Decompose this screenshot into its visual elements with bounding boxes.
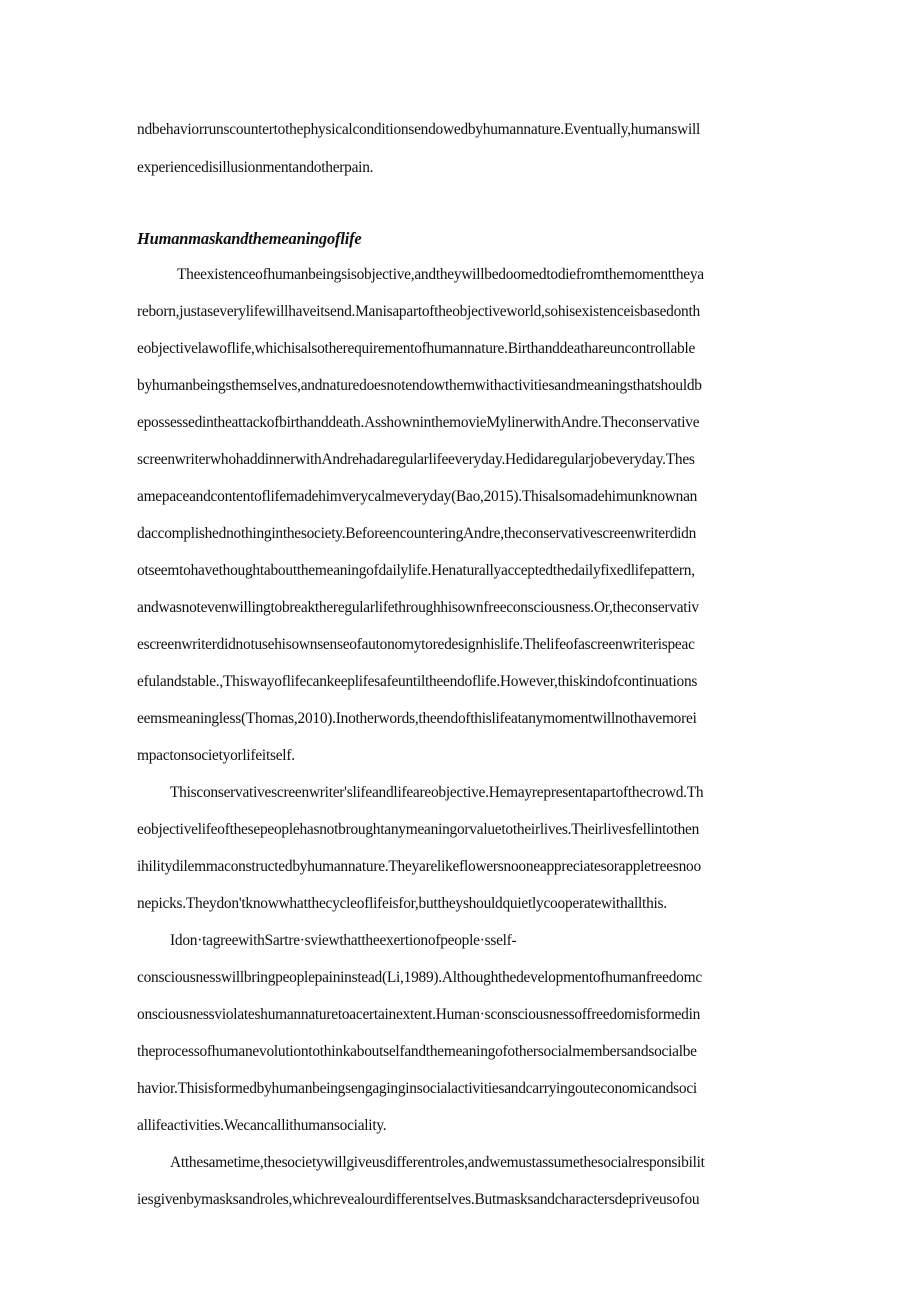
paragraph-line: eobjectivelawoflife,whichisalsotherequirementofhumannature.Birthanddeathareuncontrollable bbox=[137, 340, 696, 357]
paragraph-line: andwasnotevenwillingtobreaktheregularlifethroughhisownfreeconsciousness.Or,theconservativ bbox=[137, 599, 699, 616]
paragraph-line: nepicks.Theydon'tknowwhatthecycleoflifeisfor,buttheyshouldquietlycooperatewithallthis. bbox=[137, 895, 667, 912]
paragraph-line: eobjectivelifeofthesepeoplehasnotbroughtanymeaningorvaluetotheirlives.Theirlivesfellintothen bbox=[137, 821, 700, 838]
paragraph-line: allifeactivities.Wecancallithumansociality. bbox=[137, 1117, 387, 1134]
paragraph-line: mpactonsocietyorlifeitself. bbox=[137, 747, 295, 764]
section-heading: Humanmaskandthemeaningoflife bbox=[137, 229, 362, 248]
paragraph-line: Theexistenceofhumanbeingsisobjective,andtheywillbedoomedtodiefromthemomenttheya bbox=[177, 266, 704, 283]
paragraph-line: Thisconservativescreenwriter'slifeandlifeareobjective.Hemayrepresentapartofthecrowd.Th bbox=[170, 784, 704, 801]
paragraph-line: consciousnesswillbringpeoplepaininstead(Li,1989).Althoughthedevelopmentofhumanfreedomc bbox=[137, 969, 702, 986]
paragraph-line: escreenwriterdidnotusehisownsenseofautonomytoredesignhislife.Thelifeofascreenwriterispeac bbox=[137, 636, 695, 653]
intro-line: experiencedisillusionmentandotherpain. bbox=[137, 159, 374, 176]
paragraph-line: theprocessofhumanevolutiontothinkaboutselfandthemeaningofothersocialmembersandsocialbe bbox=[137, 1043, 697, 1060]
paragraph-line: reborn,justaseverylifewillhaveitsend.Manisapartoftheobjectiveworld,sohisexistenceisbasedonth bbox=[137, 303, 700, 320]
paragraph-line: otseemtohavethoughtaboutthemeaningofdailylife.Henaturallyacceptedthedailyfixedlifepattern, bbox=[137, 562, 695, 579]
paragraph-line: eemsmeaningless(Thomas,2010).Inotherwords,theendofthislifeatanymomentwillnothavemorei bbox=[137, 710, 697, 727]
paragraph-line: havior.Thisisformedbyhumanbeingsengaginginsocialactivitiesandcarryingouteconomicandsoci bbox=[137, 1080, 697, 1097]
paragraph-line: Idon·tagreewithSartre·sviewthattheexertionofpeople·sself- bbox=[170, 932, 517, 949]
paragraph-line: screenwriterwhohaddinnerwithAndrehadaregularlifeeveryday.Hedidaregularjobeveryday.Thes bbox=[137, 451, 695, 468]
paragraph-line: amepaceandcontentoflifemadehimverycalmeveryday(Bao,2015).Thisalsomadehimunknownan bbox=[137, 488, 698, 505]
paragraph-line: byhumanbeingsthemselves,andnaturedoesnotendowthemwithactivitiesandmeaningsthatshouldb bbox=[137, 377, 702, 394]
intro-line: ndbehaviorrunscountertothephysicalconditionsendowedbyhumannature.Eventually,humanswill bbox=[137, 121, 701, 138]
paragraph-line: daccomplishednothinginthesociety.BeforeencounteringAndre,theconservativescreenwriterdidn bbox=[137, 525, 697, 542]
paragraph-line: onsciousnessviolateshumannaturetoacertainextent.Human·sconsciousnessoffreedomisformedin bbox=[137, 1006, 701, 1023]
paragraph-line: Atthesametime,thesocietywillgiveusdifferentroles,andwemustassumethesocialresponsibilit bbox=[170, 1154, 705, 1171]
paragraph-line: ihilitydilemmaconstructedbyhumannature.Theyarelikeflowersnooneappreciatesorappletreesnoo bbox=[137, 858, 701, 875]
paragraph-line: epossessedintheattackofbirthanddeath.AsshowninthemovieMylinerwithAndre.Theconservative bbox=[137, 414, 700, 431]
paragraph-line: efulandstable.,Thiswayoflifecankeeplifesafeuntiltheendoflife.However,thiskindofcontinuations bbox=[137, 673, 698, 690]
paragraph-line: iesgivenbymasksandroles,whichrevealourdifferentselves.Butmasksandcharactersdepriveusofou bbox=[137, 1191, 700, 1208]
